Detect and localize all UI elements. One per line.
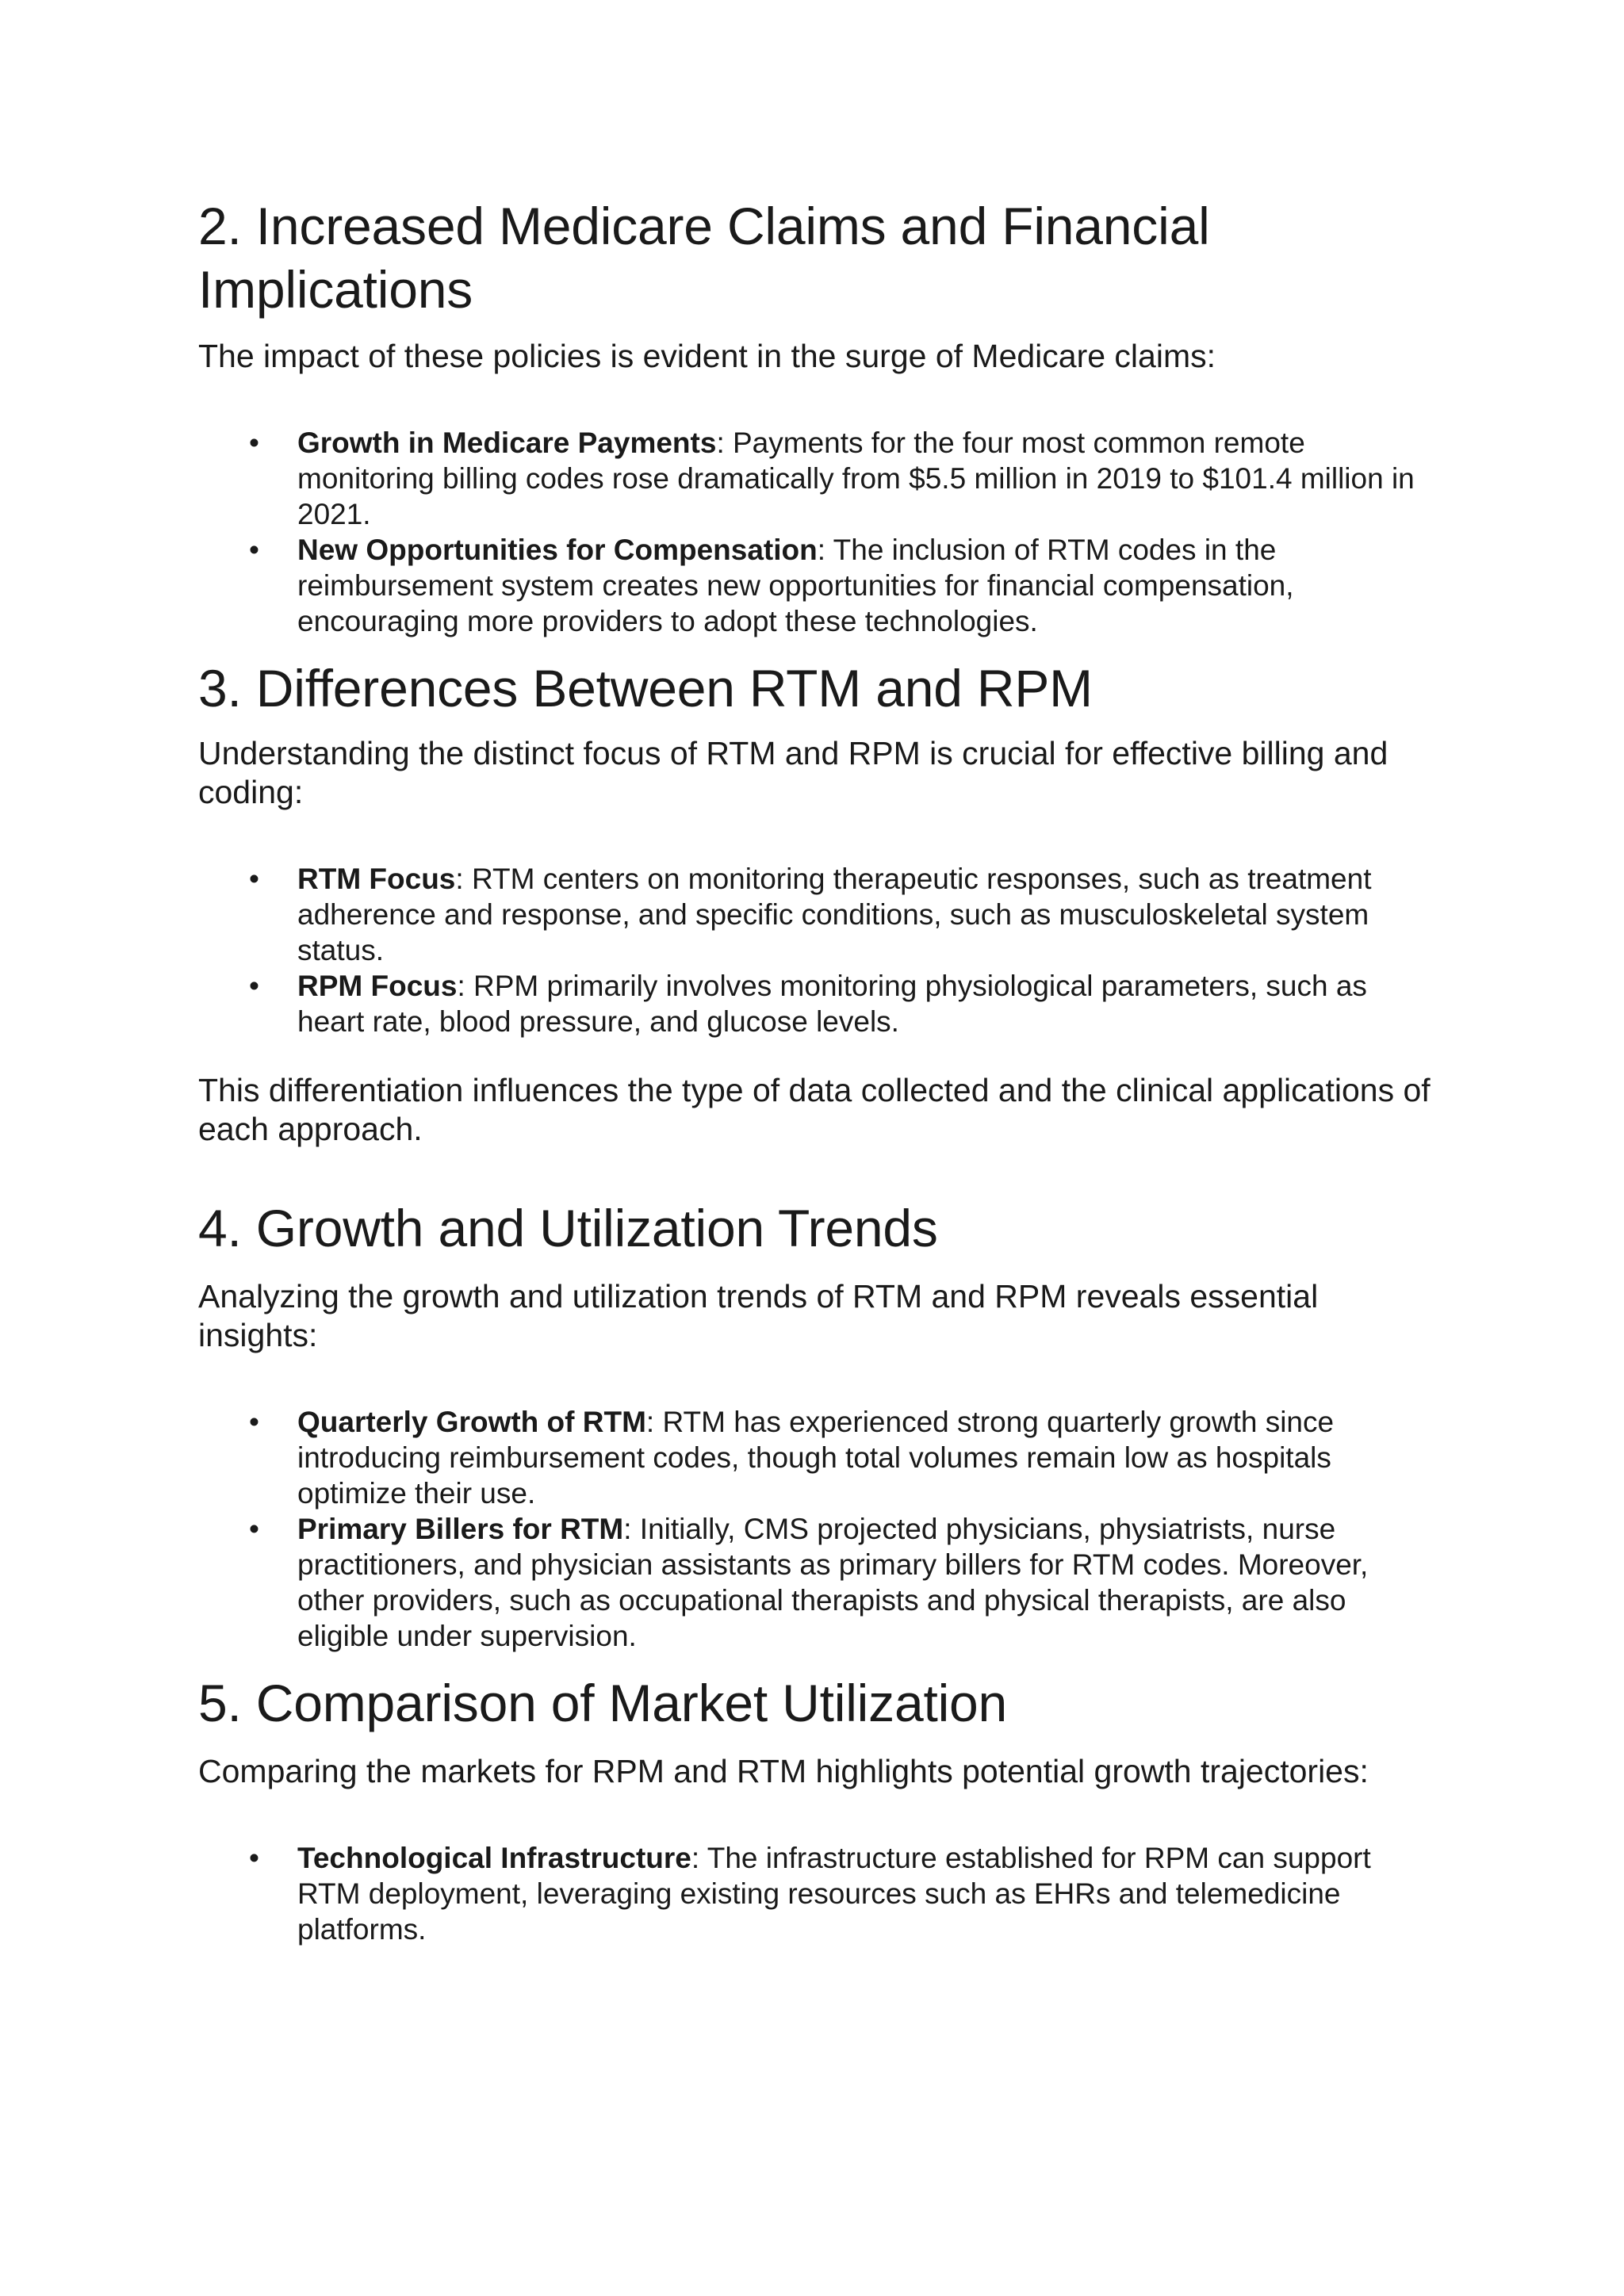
section-5-intro: Comparing the markets for RPM and RTM highlights potential growth trajectories: [198, 1753, 1369, 1789]
section-2-intro: The impact of these policies is evident in the surge of Medicare claims: [198, 338, 1216, 374]
list-item [198, 532, 1435, 639]
list-item [198, 1511, 1435, 1654]
list-item-term: New Opportunities for Compensation [297, 534, 818, 566]
list-item [198, 861, 1435, 968]
section-3-conclusion: This differentiation influences the type of data collected and the clinical applications of each approach. [198, 1072, 1431, 1147]
section-3-heading: 3. Differences Between RTM and RPM [198, 659, 1093, 718]
list-item-text: : RPM primarily involves monitoring physiological parameters, such as heart rate, blood pressure, and glucose levels. [297, 970, 1367, 1038]
section-2-list [198, 425, 1435, 639]
list-item-text: : RTM has experienced strong quarterly growth since introducing reimbursement codes, though total volumes remain low as hospitals optimize their use. [297, 1406, 1335, 1510]
section-5-list [198, 1840, 1435, 1947]
section-3-intro: Understanding the distinct focus of RTM and RPM is crucial for effective billing and coding: [198, 735, 1388, 810]
bullet-icon: • [249, 1842, 259, 1874]
list-item-term: Primary Billers for RTM [297, 1513, 624, 1545]
document-page [198, 0, 1435, 1947]
list-item-text: : The inclusion of RTM codes in the reimbursement system creates new opportunities for financial compensation, encouraging more providers to adopt these technologies. [297, 534, 1294, 637]
list-item-term: RTM Focus [297, 863, 456, 895]
list-item-text: : Payments for the four most common remote monitoring billing codes rose dramatically from $5.5 million in 2019 to $101.4 million in 2021. [297, 427, 1415, 530]
section-3-list [198, 861, 1435, 1039]
section-4-intro: Analyzing the growth and utilization trends of RTM and RPM reveals essential insights: [198, 1278, 1319, 1353]
list-item [198, 425, 1435, 532]
list-item [198, 968, 1435, 1039]
section-5-heading: 5. Comparison of Market Utilization [198, 1674, 1008, 1732]
list-item-term: Technological Infrastructure [297, 1842, 691, 1874]
bullet-icon: • [249, 1513, 259, 1545]
list-item-text: : Initially, CMS projected physicians, physiatrists, nurse practitioners, and physician assistants as primary billers for RTM codes. Moreover, other providers, such as occupational therapists and physical therapists, are also eligible under supervision. [297, 1513, 1369, 1652]
bullet-icon: • [249, 534, 259, 566]
section-4-list [198, 1404, 1435, 1654]
section-4-heading: 4. Growth and Utilization Trends [198, 1199, 938, 1257]
bullet-icon: • [249, 1406, 259, 1438]
bullet-icon: • [249, 427, 259, 459]
list-item-term: Quarterly Growth of RTM [297, 1406, 646, 1438]
list-item-term: RPM Focus [297, 970, 458, 1002]
list-item-term: Growth in Medicare Payments [297, 427, 717, 459]
bullet-icon: • [249, 863, 259, 895]
list-item-text: : RTM centers on monitoring therapeutic responses, such as treatment adherence and response, and specific conditions, such as musculoskeletal system status. [297, 863, 1372, 966]
section-2-heading: 2. Increased Medicare Claims and Financial Implications [198, 197, 1210, 319]
list-item [198, 1404, 1435, 1511]
list-item [198, 1840, 1435, 1947]
list-item-text: : The infrastructure established for RPM can support RTM deployment, leveraging existing resources such as EHRs and telemedicine platforms. [297, 1842, 1371, 1946]
bullet-icon: • [249, 970, 259, 1002]
